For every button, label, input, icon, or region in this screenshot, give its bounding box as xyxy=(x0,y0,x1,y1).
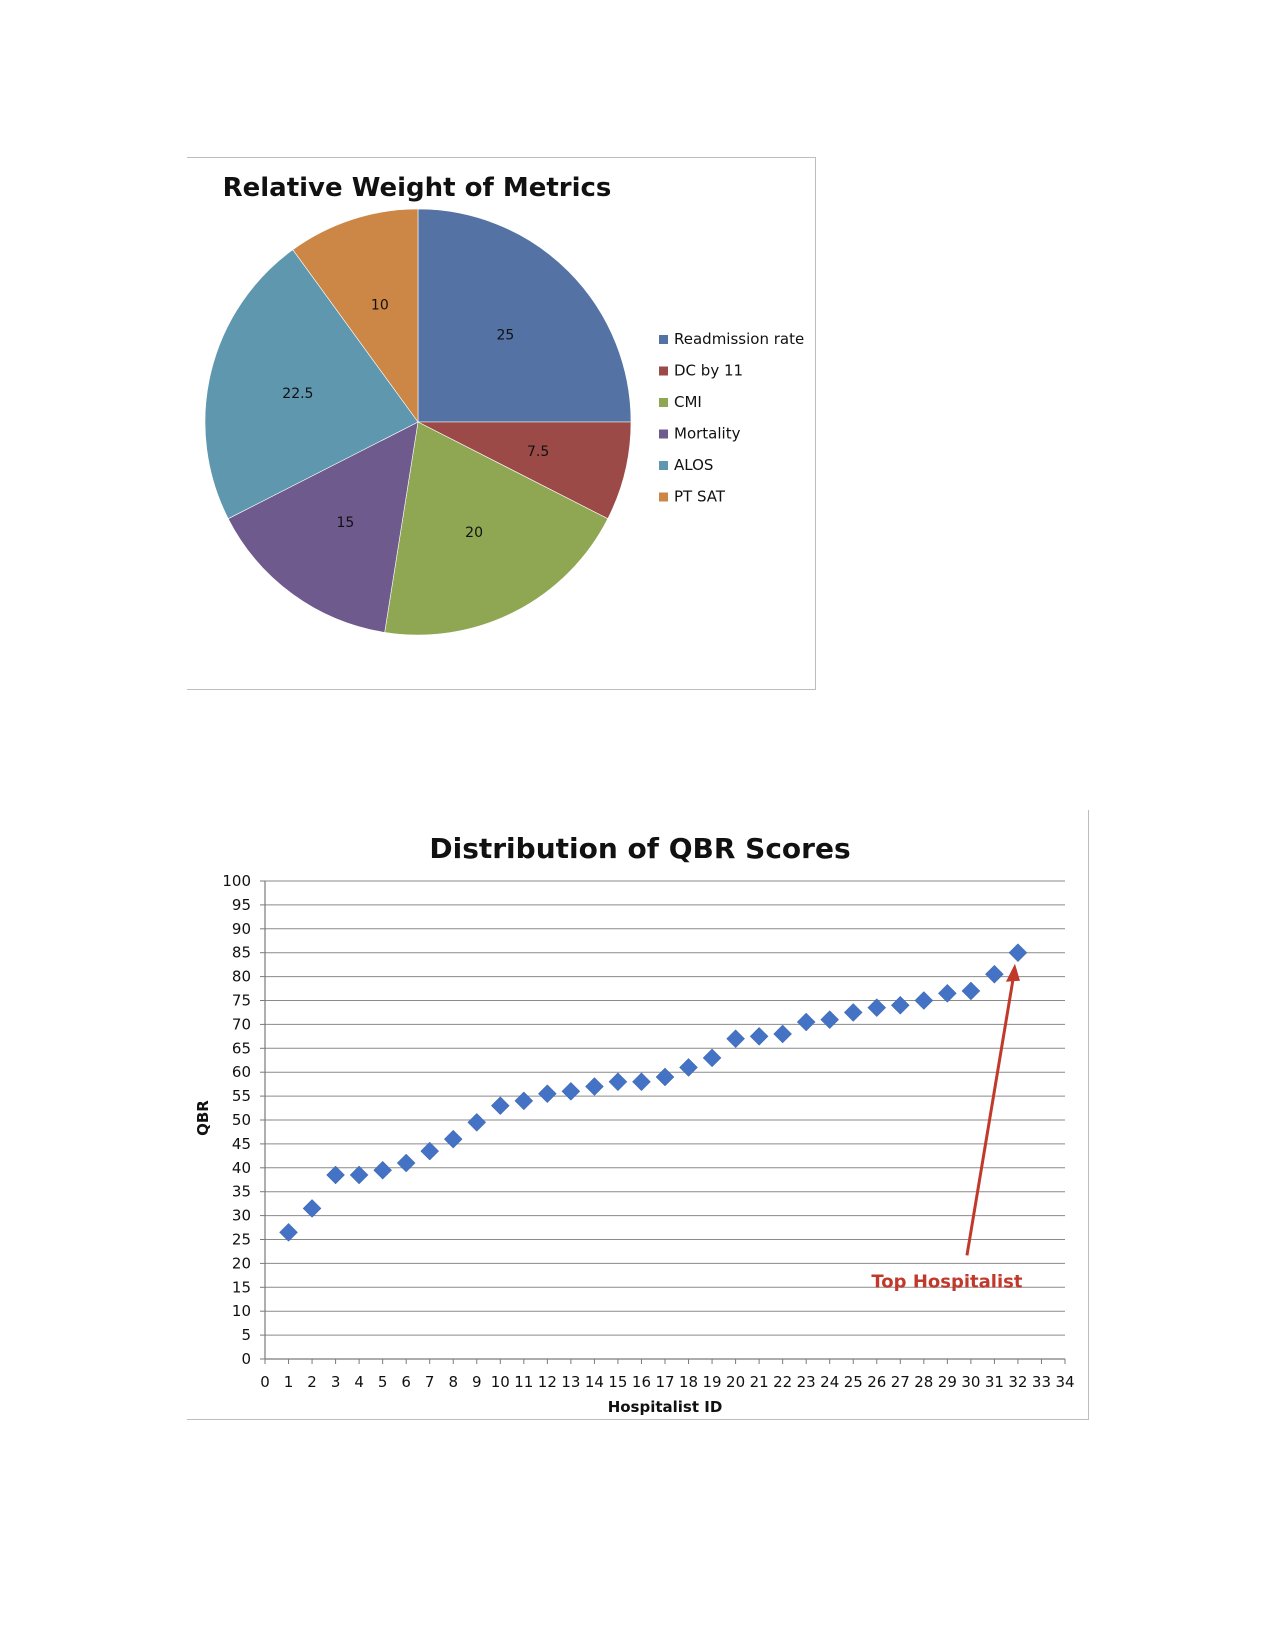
legend-label-dc-by-11: DC by 11 xyxy=(674,361,744,380)
y-tick-label-15: 15 xyxy=(231,1278,251,1297)
scatter-y-tick-labels xyxy=(222,872,251,1368)
y-tick-label-95: 95 xyxy=(231,895,251,914)
legend-swatch-cmi xyxy=(659,398,668,407)
data-point-10 xyxy=(491,1097,509,1115)
data-point-23 xyxy=(797,1013,815,1031)
x-tick-label-12: 12 xyxy=(537,1373,557,1391)
y-tick-label-20: 20 xyxy=(231,1254,251,1273)
x-tick-label-5: 5 xyxy=(377,1373,388,1391)
data-point-24 xyxy=(821,1011,839,1029)
pie-legend xyxy=(659,330,804,506)
data-point-7 xyxy=(421,1142,439,1160)
x-tick-label-3: 3 xyxy=(330,1373,341,1391)
x-tick-label-23: 23 xyxy=(796,1373,816,1391)
x-tick-label-33: 33 xyxy=(1031,1373,1052,1391)
x-tick-label-0: 0 xyxy=(260,1373,270,1391)
pie-value-label-cmi: 20 xyxy=(465,525,484,542)
data-point-22 xyxy=(774,1025,792,1043)
x-tick-label-8: 8 xyxy=(448,1373,459,1391)
data-point-3 xyxy=(327,1166,345,1184)
scatter-chart-title: Distribution of QBR Scores xyxy=(429,832,851,865)
x-tick-label-15: 15 xyxy=(608,1373,628,1391)
annotation-arrowhead xyxy=(1006,964,1020,982)
data-point-26 xyxy=(868,999,886,1017)
legend-label-cmi: CMI xyxy=(674,393,702,411)
x-tick-label-18: 18 xyxy=(678,1373,699,1391)
scatter-chart xyxy=(187,810,1089,1420)
x-tick-label-31: 31 xyxy=(984,1373,1004,1391)
y-tick-label-25: 25 xyxy=(231,1230,251,1249)
x-tick-label-11: 11 xyxy=(514,1373,534,1391)
x-tick-label-4: 4 xyxy=(354,1373,364,1391)
pie-slice-readmission-rate xyxy=(418,209,631,422)
x-axis-title: Hospitalist ID xyxy=(607,1398,723,1416)
y-tick-label-65: 65 xyxy=(231,1039,251,1058)
legend-label-mortality: Mortality xyxy=(674,424,741,443)
y-tick-label-60: 60 xyxy=(231,1063,251,1082)
x-tick-label-19: 19 xyxy=(702,1373,722,1391)
y-tick-label-80: 80 xyxy=(231,967,251,986)
legend-swatch-alos xyxy=(659,461,668,470)
data-point-28 xyxy=(915,992,933,1010)
annotation xyxy=(871,964,1022,1293)
x-tick-label-22: 22 xyxy=(773,1373,793,1391)
y-tick-label-0: 0 xyxy=(241,1350,251,1368)
y-tick-label-100: 100 xyxy=(222,872,251,890)
data-point-27 xyxy=(891,996,909,1014)
x-tick-label-29: 29 xyxy=(937,1373,957,1391)
x-tick-label-6: 6 xyxy=(401,1373,411,1391)
data-point-30 xyxy=(962,982,980,1000)
data-point-31 xyxy=(985,965,1003,983)
x-tick-label-7: 7 xyxy=(424,1373,435,1391)
x-tick-label-9: 9 xyxy=(471,1373,482,1391)
pie-chart xyxy=(187,157,816,690)
x-tick-label-14: 14 xyxy=(584,1373,604,1391)
data-point-9 xyxy=(468,1113,486,1131)
pie-value-label-readmission-rate: 25 xyxy=(496,327,515,344)
data-point-4 xyxy=(350,1166,368,1184)
x-tick-label-28: 28 xyxy=(914,1373,934,1391)
data-point-8 xyxy=(444,1130,462,1148)
y-tick-label-35: 35 xyxy=(231,1182,251,1201)
y-tick-label-5: 5 xyxy=(241,1326,251,1345)
x-tick-label-34: 34 xyxy=(1055,1373,1075,1391)
pie-value-label-mortality: 15 xyxy=(336,514,355,531)
pie-chart-svg xyxy=(187,158,815,689)
x-tick-label-17: 17 xyxy=(655,1373,675,1391)
y-tick-label-55: 55 xyxy=(231,1087,251,1106)
y-tick-label-90: 90 xyxy=(231,919,251,938)
x-tick-label-20: 20 xyxy=(726,1373,746,1391)
data-point-29 xyxy=(938,984,956,1002)
data-point-13 xyxy=(562,1082,580,1100)
y-tick-label-75: 75 xyxy=(231,991,251,1010)
annotation-arrow xyxy=(967,974,1014,1256)
data-point-17 xyxy=(656,1068,674,1086)
data-point-20 xyxy=(727,1030,745,1048)
legend-swatch-readmission-rate xyxy=(659,335,668,344)
y-tick-label-45: 45 xyxy=(231,1134,251,1153)
annotation-label: Top Hospitalist xyxy=(871,1271,1023,1293)
scatter-chart-svg xyxy=(187,810,1088,1419)
legend-swatch-dc-by-11 xyxy=(659,367,668,376)
y-tick-label-10: 10 xyxy=(231,1302,251,1321)
y-tick-label-40: 40 xyxy=(231,1158,251,1177)
data-point-1 xyxy=(280,1223,298,1241)
x-tick-label-30: 30 xyxy=(961,1373,981,1391)
data-point-15 xyxy=(609,1073,627,1091)
legend-label-pt-sat: PT SAT xyxy=(674,487,726,506)
pie-slices xyxy=(205,209,631,635)
y-tick-label-70: 70 xyxy=(231,1015,251,1034)
pie-value-label-dc-by-11: 7.5 xyxy=(526,443,550,460)
y-tick-label-30: 30 xyxy=(231,1206,251,1225)
y-tick-label-85: 85 xyxy=(231,943,251,962)
data-point-25 xyxy=(844,1003,862,1021)
data-point-32 xyxy=(1009,944,1027,962)
scatter-gridlines xyxy=(265,881,1065,1335)
x-tick-label-13: 13 xyxy=(561,1373,581,1391)
pie-chart-title: Relative Weight of Metrics xyxy=(222,173,612,203)
scatter-x-tick-labels xyxy=(260,1373,1074,1391)
y-axis-title: QBR xyxy=(194,1100,212,1136)
x-tick-label-25: 25 xyxy=(843,1373,863,1391)
x-tick-label-10: 10 xyxy=(490,1373,510,1391)
data-point-16 xyxy=(632,1073,650,1091)
x-tick-label-27: 27 xyxy=(890,1373,910,1391)
pie-value-label-pt-sat: 10 xyxy=(370,297,389,314)
data-point-2 xyxy=(303,1199,321,1217)
data-point-11 xyxy=(515,1092,533,1110)
x-tick-label-16: 16 xyxy=(631,1373,652,1391)
data-point-5 xyxy=(374,1161,392,1179)
scatter-points xyxy=(280,944,1027,1242)
x-tick-label-26: 26 xyxy=(867,1373,887,1391)
x-tick-label-2: 2 xyxy=(307,1373,317,1391)
data-point-18 xyxy=(680,1058,698,1076)
y-tick-label-50: 50 xyxy=(231,1111,251,1129)
pie-value-label-alos: 22.5 xyxy=(282,386,314,403)
legend-swatch-mortality xyxy=(659,430,668,439)
x-tick-label-24: 24 xyxy=(820,1373,840,1391)
legend-swatch-pt-sat xyxy=(659,493,668,502)
x-tick-label-21: 21 xyxy=(749,1373,769,1391)
x-tick-label-32: 32 xyxy=(1008,1373,1028,1391)
data-point-6 xyxy=(397,1154,415,1172)
data-point-14 xyxy=(585,1078,603,1096)
data-point-12 xyxy=(538,1085,556,1103)
legend-label-alos: ALOS xyxy=(674,456,714,474)
legend-label-readmission-rate: Readmission rate xyxy=(674,330,805,348)
data-point-19 xyxy=(703,1049,721,1067)
x-tick-label-1: 1 xyxy=(283,1373,294,1391)
data-point-21 xyxy=(750,1027,768,1045)
